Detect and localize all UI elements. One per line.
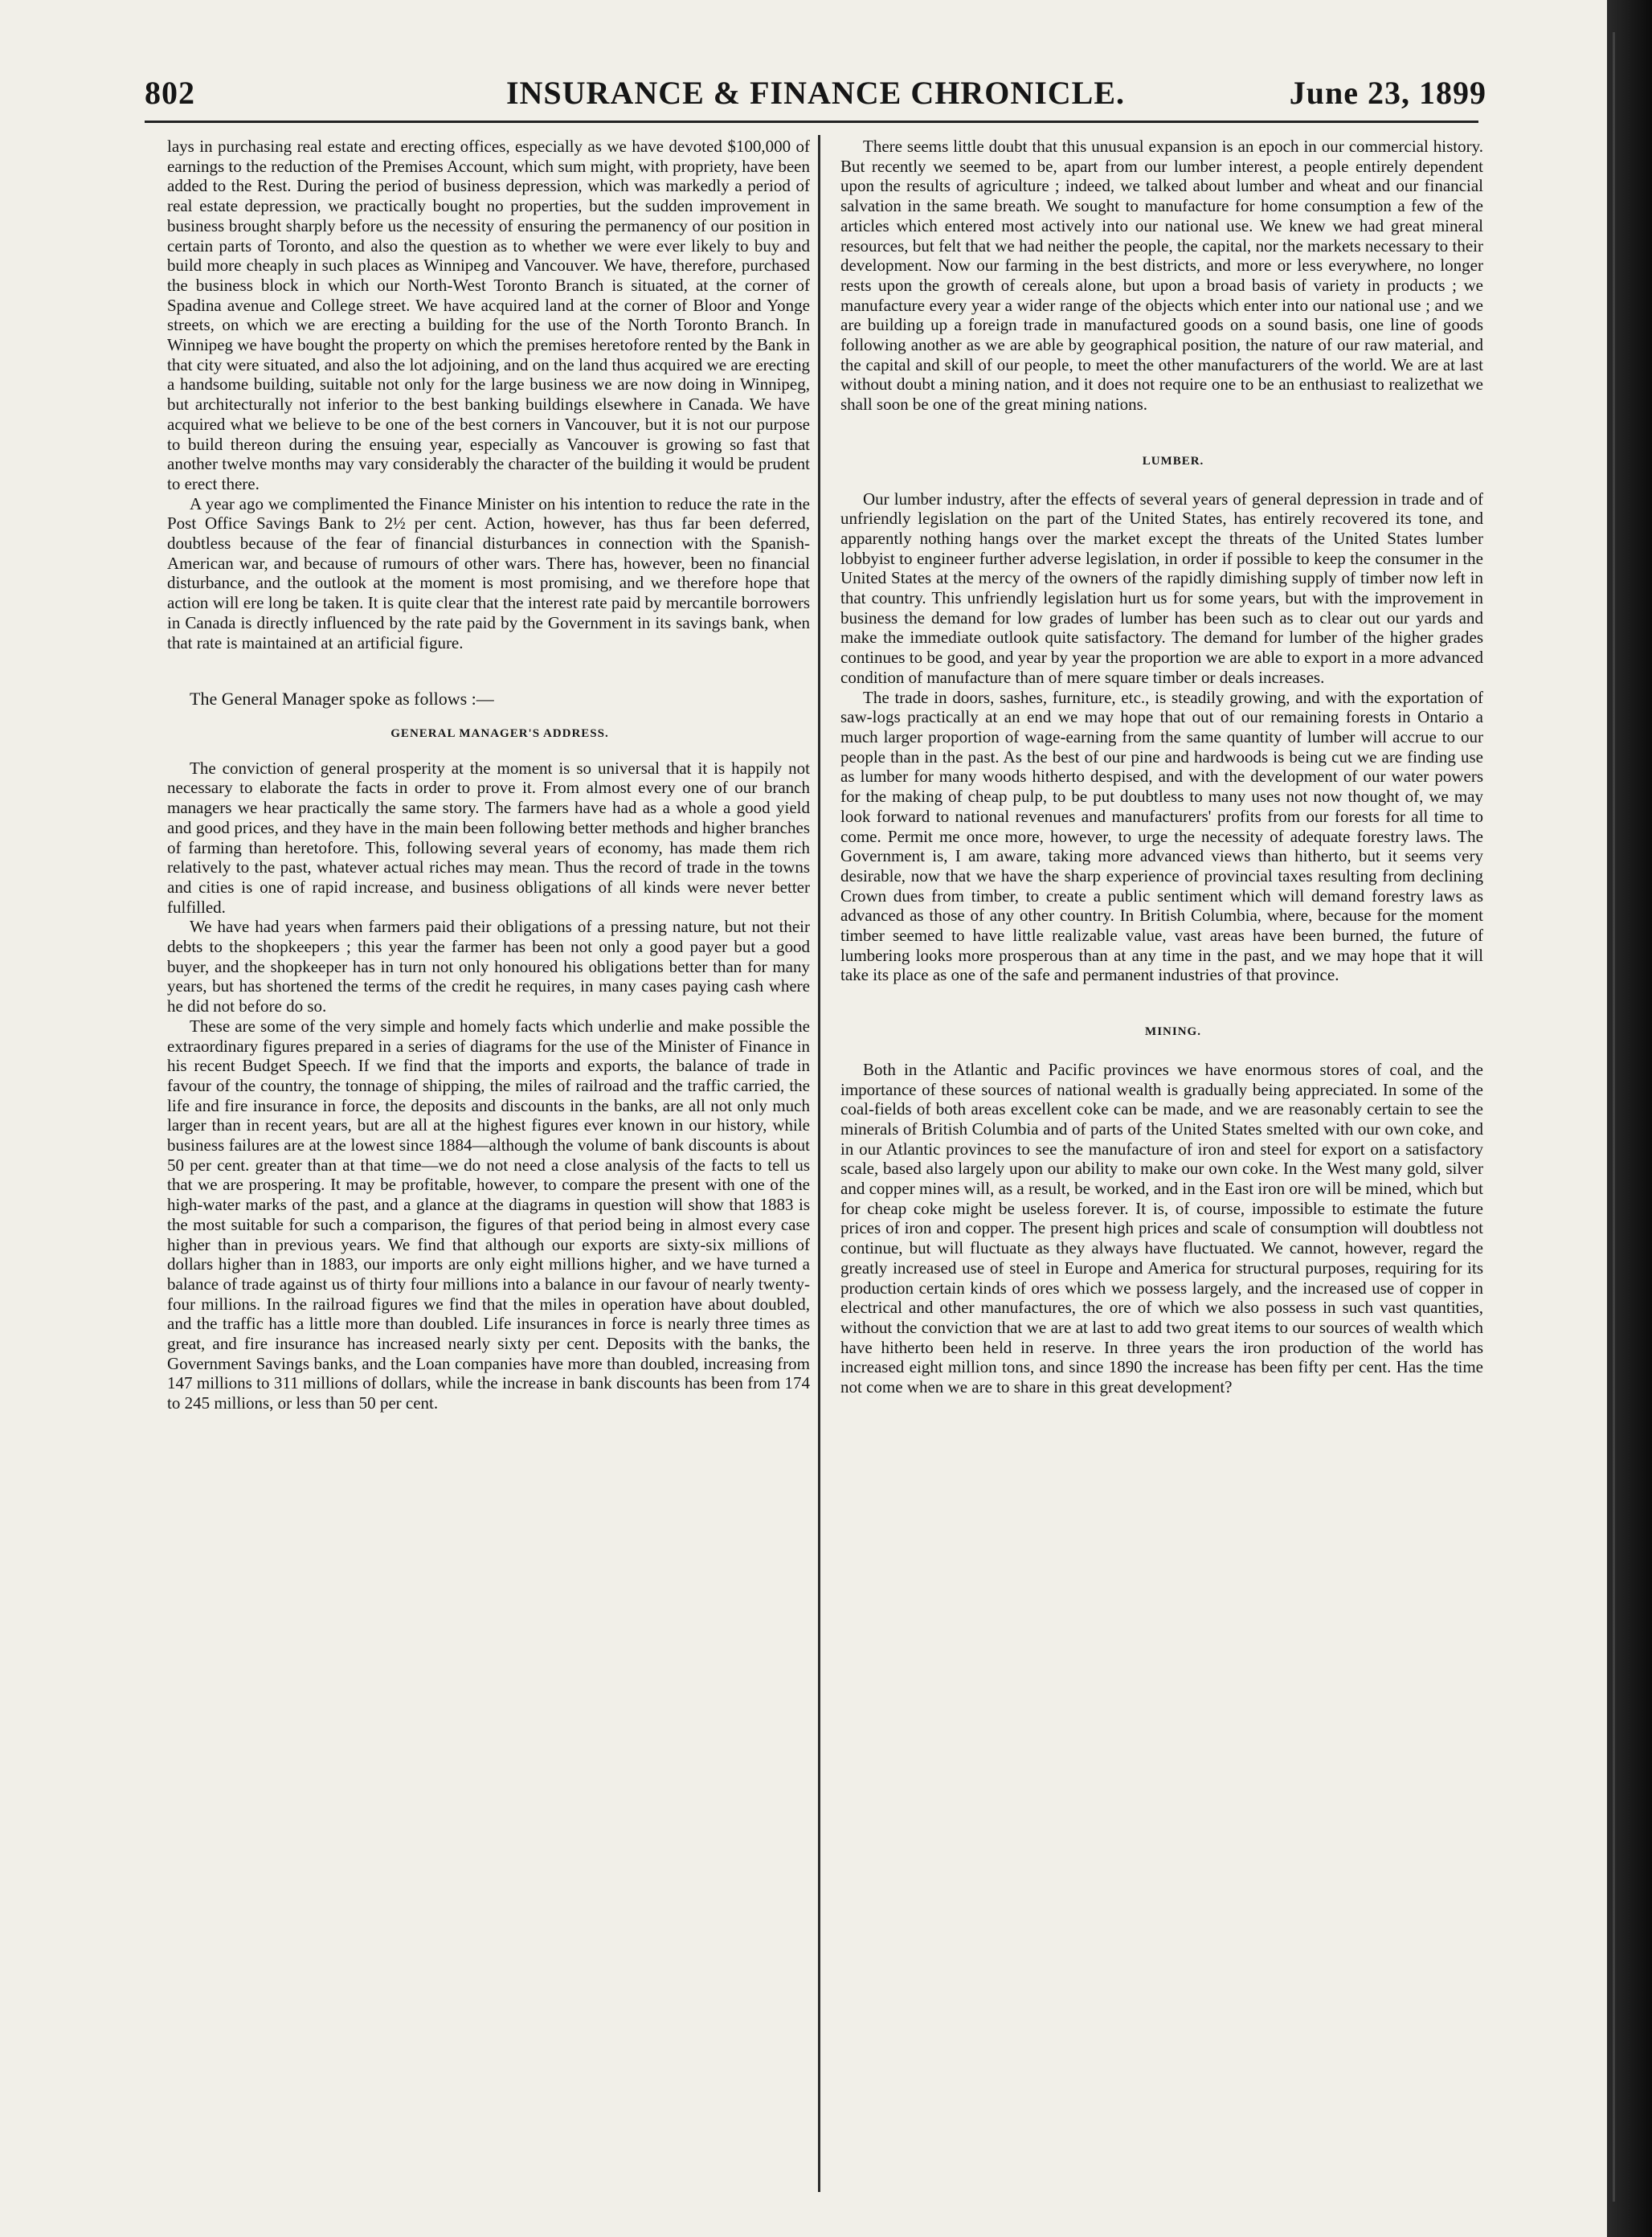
page-number: 802 bbox=[145, 75, 195, 111]
paragraph-prosperity: The conviction of general prosperity at the moment is so universal that it is happily not necessary to elaborate the facts in order to prove it. From almost every one of our branch managers we hear practically the same story. The farmers have had as a whole a good yield and good prices, and they have in the main been following better methods and higher branches of farming than heretofore. This, following several years of economy, has made them rich relatively to the past, whatever actual riches may mean. Thus the record of trade in the towns and cities is one of rapid increase, and business obligations of all kinds were never better fulfilled. bbox=[167, 758, 810, 917]
left-column bbox=[167, 137, 810, 1413]
page-header bbox=[145, 74, 1486, 114]
paragraph-figures: These are some of the very simple and homely facts which underlie and make possible the extraordinary figures prepared in a series of diagrams for the use of the Minister of Finance in his recent Budget Speech. If we find that the imports and exports, the balance of trade in favour of the country, the tonnage of shipping, the miles of railroad and the traffic carried, the life and fire insurance in force, the deposits and discounts in the banks, are all not only much larger than in recent years, but are all at the highest figures ever known in our history, while business failures are at the lowest since 1884—although the volume of bank discounts is about 50 per cent. greater than at that time—we do not need a close analysis of the facts to tell us that we are prospering. It may be profitable, however, to compare the present with one of the high-water marks of the past, and a glance at the diagrams in question will show that 1883 is the most suitable for such a comparison, the figures of that period being in almost every case higher than in previous years. We find that although our exports are sixty-six millions of dollars higher than in 1883, our imports are only eight millions higher, and we have turned a balance of trade against us of thirty four millions into a balance in our favour of nearly twenty-four millions. In the railroad figures we find that the miles in operation have about doubled, and the traffic has a little more than doubled. Life insurances in force is nearly three times as great, and fire insurance has increased nearly sixty per cent. Deposits with the banks, the Government Savings banks, and the Loan companies have more than doubled, increasing from 147 millions to 311 millions of dollars, while the increase in bank discounts has been from 174 to 245 millions, or less than 50 per cent. bbox=[167, 1016, 810, 1413]
issue-date: June 23, 1899 bbox=[1289, 75, 1486, 111]
paragraph-savings-bank: A year ago we complimented the Finance Minister on his intention to reduce the rate in the Post Office Savings Bank to 2½ per cent. Action, however, has thus far been deferred, doubtless because of the fear of financial disturbances in connection with the Spanish-American war, and because of rumours of other wars. There has, however, been no financial disturbance, and the outlook at the moment is most promising, and we therefore hope that action will ere long be taken. It is quite clear that the interest rate paid by mercantile borrowers in Canada is directly influenced by the rate paid by the Government in its savings bank, when that rate is maintained at an artificial figure. bbox=[167, 493, 810, 652]
paragraph-lumber: Our lumber industry, after the effects of several years of general depression in trade and of unfriendly legislation on the part of the United States, has entirely recovered its tone, and apparently nothing hangs over the market except the threats of the United States lumber lobbyist to engineer further adverse legislation, in order if possible to keep the consumer in the United States at the mercy of the owners of the rapidly dimishing supply of timber now left in that country. This unfriendly legislation hurt us for some years, but with the improvement in business the demand for low grades of lumber has been such as to clear out our yards and make the immediate outlook quite satisfactory. The demand for lumber of the higher grades continues to be good, and year by year the proportion we are able to export in a more advanced condition of manufacture than of mere square timber or deals increases. bbox=[840, 489, 1483, 687]
section-heading-lumber: LUMBER. bbox=[1142, 454, 1204, 468]
section-heading-mining: MINING. bbox=[1145, 1025, 1201, 1039]
paragraph-premises: lays in purchasing real estate and erecting offices, especially as we have devoted $100,000 of earnings to the reduction of the Premises Account, which sum might, with propriety, have been added to the Rest. During the period of business depression, which was markedly a period of real estate depression, we practically bought no properties, but the sudden improvement in business brought sharply before us the necessity of ensuring the permanency of our position in certain parts of Toronto, and also the question as to whether we were ever likely to buy and build more cheaply in such places as Winnipeg and Vancouver. We have, therefore, purchased the business block in which our North-West Toronto Branch is situated, at the corner of Spadina avenue and College street. We have acquired land at the corner of Bloor and Yonge streets, on which we are erecting a building for the use of the North Toronto Branch. In Winnipeg we have bought the property on which the premises heretofore rented by the Bank in that city were situated, and also the lot adjoining, and on the land thus acquired we are erecting a handsome building, suitable not only for the large business we are now doing in Winnipeg, but architecturally not inferior to the best banking buildings elsewhere in Canada. We have acquired what we believe to be one of the best corners in Vancouver, but it is not our purpose to build thereon during the ensuing year, especially as Vancouver is growing so fast that another twelve months may vary considerably the character of the building it would be prudent to erect there. bbox=[167, 137, 810, 493]
address-intro: The General Manager spoke as follows :— bbox=[190, 689, 494, 710]
publication-title: INSURANCE & FINANCE CHRONICLE. bbox=[505, 75, 1126, 111]
right-column bbox=[840, 137, 1483, 1397]
paragraph-expansion: There seems little doubt that this unusual expansion is an epoch in our commercial history. But recently we seemed to be, apart from our lumber interest, a people entirely dependent upon the results of agriculture ; indeed, we talked about lumber and wheat and our financial salvation in the same breath. We sought to manufacture for home consumption a few of the articles which entered most actively into our national use. We knew we had great mineral resources, but felt that we had neither the people, the capital, nor the markets necessary to their development. Now our farming in the best districts, and more or less everywhere, no longer rests upon the growth of cereals alone, but upon a broad basis of variety in products ; we manufacture every year a wider range of the objects which enter into our national use ; and we are building up a foreign trade in manufactured goods on a sound basis, one line of goods following another as we are able by geographical position, the nature of our raw material, and the capital and skill of our people, to meet the other manufacturers of the world. We are at last without doubt a mining nation, and it does not require one to be an enthusiast to realizethat we shall soon be one of the great mining nations. bbox=[840, 137, 1483, 415]
paragraph-farmers: We have had years when farmers paid their obligations of a pressing nature, but not their debts to the shopkeepers ; this year the farmer has been not only a good payer but a good buyer, and the shopkeeper has in turn not only honoured his obligations better than for many years, but has shortened the terms of the credit he requires, in many cases paying cash where he did not before do so. bbox=[167, 917, 810, 1016]
paragraph-forestry: The trade in doors, sashes, furniture, etc., is steadily growing, and with the exportation of saw-logs practically at an end we may hope that out of our remaining forests in Ontario a much larger proportion of wage-earning from the same quantity of lumber will accrue to our people than in the past. As the best of our pine and hardwoods is being cut we are finding use as lumber for many woods hitherto despised, and with the development of our water powers for the making of cheap pulp, to be put doubtless to many uses not now thought of, we may look forward to national revenues and manufacturers' profits from our forests for all time to come. Permit me once more, however, to urge the necessity of adequate forestry laws. The Government is, I am aware, taking more advanced views than hitherto, but it seems very desirable, now that we have the sharp experience of provincial taxes resulting from declining Crown dues from timber, to create a public sentiment which will demand forestry laws as advanced as those of any other country. In British Columbia, where, because for the moment timber seemed to have little realizable value, vast areas have been burned, the future of lumbering looks more prosperous than at any time in the past, and we may hope that it will take its place as one of the safe and permanent industries of that province. bbox=[840, 687, 1483, 985]
section-heading-address: GENERAL MANAGER'S ADDRESS. bbox=[391, 726, 609, 740]
paragraph-mining: Both in the Atlantic and Pacific provinces we have enormous stores of coal, and the importance of these sources of national wealth is gradually being appreciated. In some of the coal-fields of both areas excellent coke can be made, and we are reasonably certain to see the minerals of British Columbia and of parts of the United States smelted with our own coke, and in our Atlantic provinces to see the manufacture of iron and steel for export on a satisfactory scale, based also largely upon our ability to make our own coke. In the West many gold, silver and copper mines will, as a result, be worked, and in the East iron ore will be mined, which but for cheap coke might be useless forever. It is, of course, impossible to estimate the future prices of iron and copper. The present high prices and scale of consumption will doubtless not continue, but will fluctuate as they always have fluctuated. We cannot, however, regard the greatly increased use of steel in Europe and America for structural purposes, requiring for its production certain kinds of ores which we possess largely, and the increased use of copper in electrical and other manufactures, the ore of which we also possess in such vast quantities, without the conviction that we are at last to add two great items to our sources of wealth which have hitherto been held in reserve. In three years the iron production of the world has increased eight million tons, and since 1890 the increase has been fifty per cent. Has the time not come when we are to share in this great development? bbox=[840, 1059, 1483, 1397]
column-divider bbox=[818, 135, 820, 2192]
header-rule bbox=[145, 121, 1478, 123]
binding-edge bbox=[1613, 32, 1615, 2202]
